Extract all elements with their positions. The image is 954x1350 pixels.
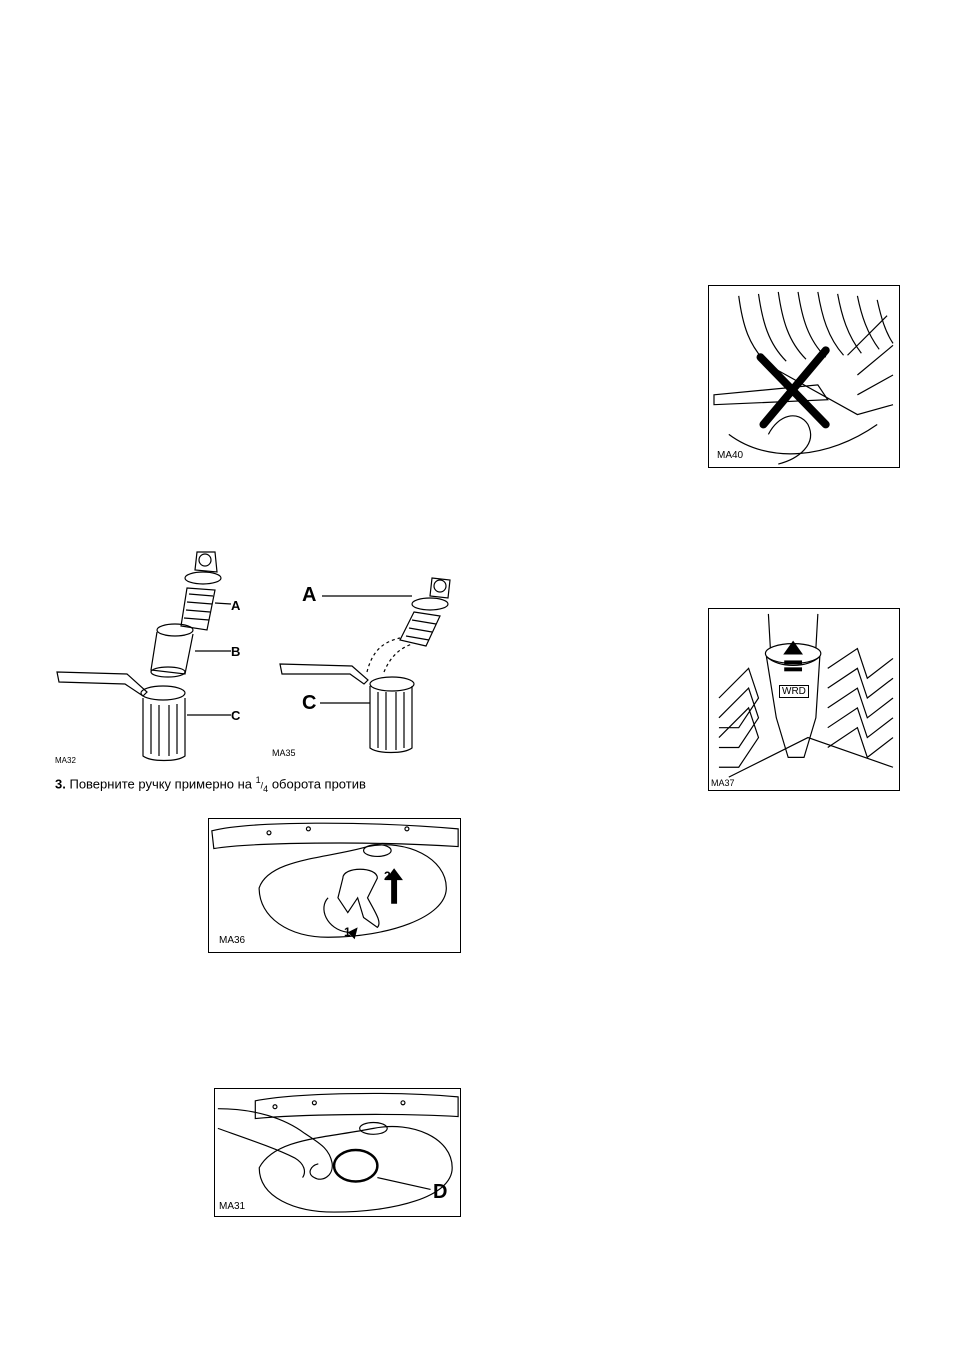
figure-code: MA40 [717, 450, 744, 461]
figure-code: MA37 [711, 778, 735, 788]
figure-code: MA35 [272, 748, 296, 758]
callout-c: C [302, 692, 317, 714]
figure-code: MA32 [55, 756, 76, 765]
figure-ma37 [708, 608, 900, 791]
filter-exploded-illustration [55, 548, 260, 768]
figure-ma36 [208, 818, 461, 953]
step-3-text [55, 775, 366, 794]
figure-ma35 [272, 572, 462, 768]
fraction-denominator: 4 [263, 783, 269, 794]
figure-ma32 [55, 548, 260, 768]
rack-cross-illustration [709, 286, 899, 467]
figure-code: MA36 [219, 935, 246, 946]
step-text-before: Поверните ручку примерно на [69, 776, 253, 792]
fraction-separator: / [260, 780, 264, 791]
rack-knob-illustration [709, 609, 899, 790]
callout-a: A [231, 598, 241, 613]
callout-b: B [231, 644, 241, 659]
hand-remove-filter-illustration [215, 1089, 460, 1216]
fraction-numerator: 1 [255, 775, 261, 785]
filter-assembly-illustration [272, 572, 462, 768]
callout-a: A [302, 584, 317, 606]
arrow-2-label: 2 [384, 869, 391, 883]
arrow-1-label: 1 [344, 925, 351, 939]
step-text-after: оборота против [271, 776, 366, 792]
figure-ma40 [708, 285, 900, 468]
step-number: 3. [55, 776, 66, 792]
figure-code: MA31 [219, 1201, 246, 1212]
figure-ma31 [214, 1088, 461, 1217]
callout-c: C [231, 708, 241, 723]
callout-d: D [433, 1181, 448, 1203]
filter-handle-rotate-illustration [209, 819, 460, 952]
knob-label: WRD [779, 685, 809, 698]
